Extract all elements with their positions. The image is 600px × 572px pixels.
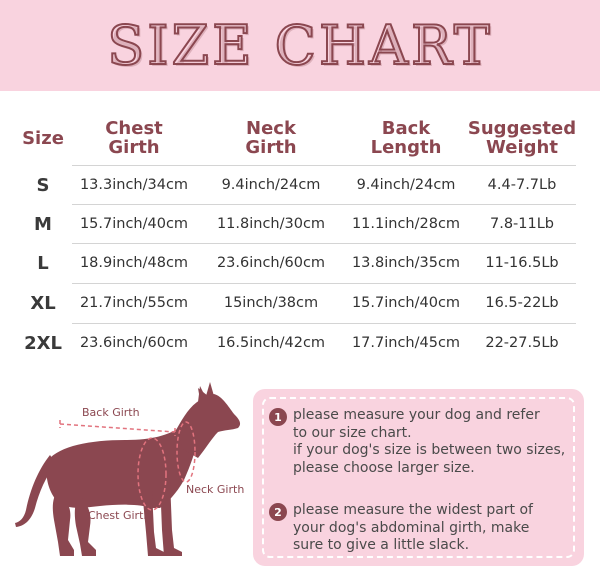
- header-back-length: Back Length: [370, 118, 442, 158]
- chest-cell: 15.7inch/40cm: [79, 216, 189, 232]
- size-cell: M: [34, 213, 52, 235]
- header-size: Size: [22, 127, 64, 149]
- neck-girth-label: Neck Girth: [186, 483, 245, 496]
- neck-cell: 11.8inch/30cm: [216, 216, 326, 232]
- neck-cell: 15inch/38cm: [223, 295, 319, 311]
- chest-cell: 23.6inch/60cm: [79, 335, 189, 351]
- neck-cell: 23.6inch/60cm: [216, 255, 326, 271]
- header-chest-girth: Chest Girth: [105, 118, 163, 158]
- header-suggested-weight: Suggested Weight: [467, 118, 577, 158]
- size-cell: XL: [30, 292, 56, 314]
- weight-cell: 22-27.5Lb: [485, 335, 559, 351]
- page-title: SIZE CHART: [107, 13, 493, 77]
- chest-cell: 13.3inch/34cm: [79, 177, 189, 193]
- table-row: [0, 243, 600, 283]
- back-cell: 9.4inch/24cm: [356, 177, 456, 193]
- table-header: [0, 113, 600, 163]
- note-number-badge: 1: [269, 408, 287, 426]
- weight-cell: 16.5-22Lb: [485, 295, 559, 311]
- back-cell: 17.7inch/45cm: [351, 335, 461, 351]
- back-girth-line: [60, 424, 175, 432]
- note-item: [269, 502, 572, 555]
- size-cell: 2XL: [24, 332, 62, 354]
- note-text: please measure your dog and refer to our size chart. if your dog's size is between two sizes, please choose larger size.: [293, 407, 566, 476]
- size-cell: L: [37, 252, 49, 274]
- back-girth-label: Back Girth: [82, 406, 140, 419]
- table-row: [0, 323, 600, 363]
- chest-girth-label: Chest Girth: [88, 509, 151, 522]
- neck-cell: 16.5inch/42cm: [216, 335, 326, 351]
- chest-cell: 18.9inch/48cm: [79, 255, 189, 271]
- note-item: [269, 407, 572, 477]
- note-text: please measure the widest part of your dog's abdominal girth, make sure to give a little slack.: [293, 502, 533, 553]
- back-cell: 11.1inch/28cm: [351, 216, 461, 232]
- weight-cell: 4.4-7.7Lb: [487, 177, 557, 193]
- header-neck-girth: Neck Girth: [245, 118, 297, 158]
- weight-cell: 11-16.5Lb: [485, 255, 559, 271]
- table-row: [0, 165, 600, 205]
- back-cell: 15.7inch/40cm: [351, 295, 461, 311]
- title-container: [0, 14, 600, 76]
- table-row: [0, 204, 600, 244]
- back-cell: 13.8inch/35cm: [351, 255, 461, 271]
- weight-cell: 7.8-11Lb: [489, 216, 555, 232]
- size-cell: S: [36, 174, 50, 196]
- notes-box: [253, 389, 584, 566]
- chest-cell: 21.7inch/55cm: [79, 295, 189, 311]
- note-number-badge: 2: [269, 503, 287, 521]
- neck-cell: 9.4inch/24cm: [221, 177, 321, 193]
- table-row: [0, 283, 600, 323]
- dog-measurement-illustration: [0, 380, 260, 572]
